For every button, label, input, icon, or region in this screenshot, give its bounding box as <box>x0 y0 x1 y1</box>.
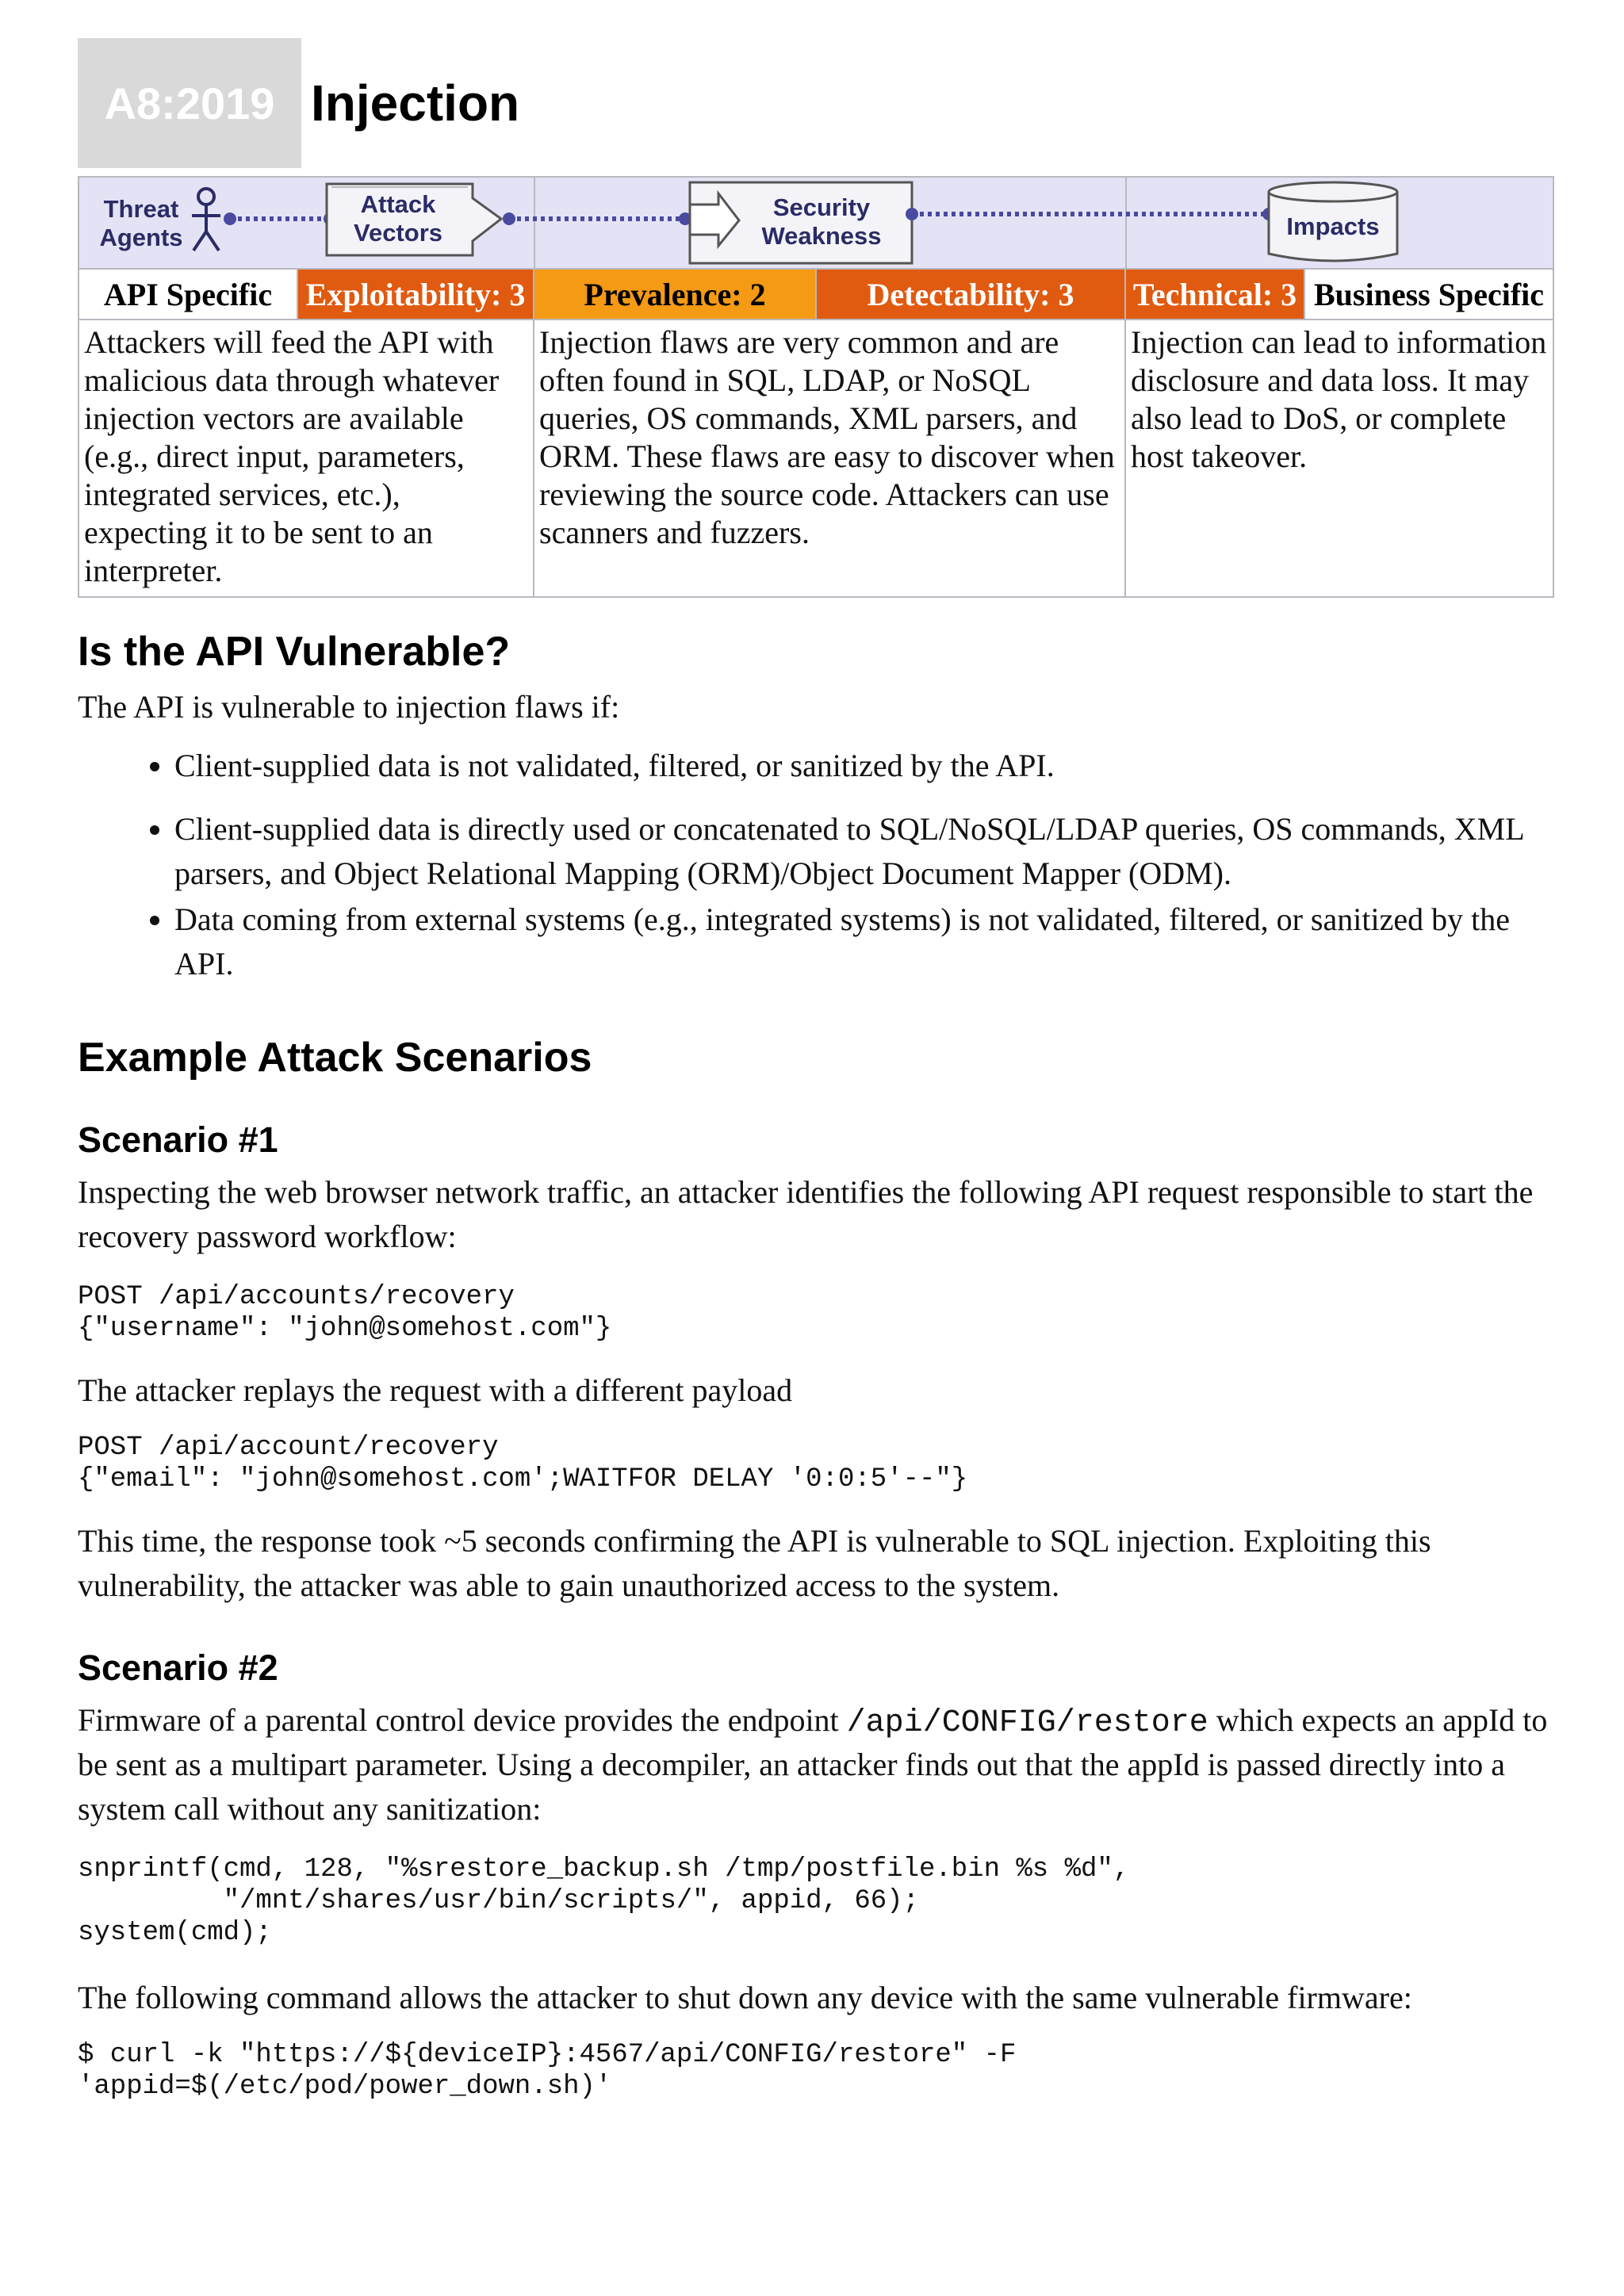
scenario-1-heading: Scenario #1 <box>78 1119 278 1160</box>
scenario-2-paragraph-2: The following command allows the attacker to shut down any device with the same vulnerable firmware: <box>78 1980 1412 2015</box>
weakness-description: Injection flaws are very common and are often found in SQL, LDAP, or NoSQL queries, OS commands, XML parsers, and ORM. These flaws are easy to discover when reviewing the source code. Attackers can use scanners and fuzzers. <box>534 320 1125 597</box>
threat-agents-label-1: Threat <box>103 195 179 223</box>
impact-description: Injection can lead to information disclosure and data loss. It may also lead to DoS, or complete host takeover. <box>1125 320 1553 597</box>
api-specific-cell: API Specific <box>79 269 297 320</box>
risk-flow-svg <box>79 178 1554 268</box>
list-item: • Data coming from external systems (e.g., integrated systems) is not validated, filtered, or sanitized by the API. <box>174 897 1553 986</box>
vulnerable-bullet-list <box>78 744 1553 986</box>
scenario-2-paragraph-1 <box>78 1698 1553 1831</box>
business-specific-cell: Business Specific <box>1304 269 1553 320</box>
scenario-1-paragraph-1: Inspecting the web browser network traffic, an attacker identifies the following API request responsible to start the recovery password workflow: <box>78 1174 1534 1254</box>
attack-vectors-label-1: Attack <box>360 190 436 218</box>
threat-agents-label-2: Agents <box>99 224 183 251</box>
risk-rating-table <box>78 176 1554 598</box>
scenario-2-code-2: $ curl -k "https://${deviceIP}:4567/api/CONFIG/restore" -F 'appid=$(/etc/pod/power_down.sh)' <box>78 2040 1017 2102</box>
scenario-2-code-1: snprintf(cmd, 128, "%srestore_backup.sh /tmp/postfile.bin %s %d", "/mnt/shares/usr/bin/scripts/", appid, 66); system(cmd); <box>78 1854 1130 1948</box>
list-item: • Client-supplied data is directly used or concatenated to SQL/NoSQL/LDAP queries, OS commands, XML parsers, and Object Relational Mapping (ORM)/Object Document Mapper (ODM). <box>174 807 1553 896</box>
vulnerable-intro: The API is vulnerable to injection flaws if: <box>78 689 620 725</box>
list-item: • Client-supplied data is not validated, filtered, or sanitized by the API. <box>174 744 1553 788</box>
risk-badge: A8:2019 <box>78 38 301 168</box>
risk-flow-diagram <box>79 177 1553 269</box>
scenario-1-paragraph-3: This time, the response took ~5 seconds confirming the API is vulnerable to SQL injection. Exploiting this vulnerability, the attacker was able to gain unauthorized access to the system. <box>78 1523 1431 1603</box>
scenario-1-code-2: POST /api/account/recovery {"email": "john@somehost.com';WAITFOR DELAY '0:0:5'--"} <box>78 1433 968 1494</box>
technical-cell: Technical: 3 <box>1125 269 1304 320</box>
document-page <box>78 38 1553 2103</box>
title-row <box>78 38 1553 168</box>
threat-description: Attackers will feed the API with malicious data through whatever injection vectors are available (e.g., direct input, parameters, integrated services, etc.), expecting it to be sent to an interpreter. <box>79 320 534 597</box>
scenario-1-code-1: POST /api/accounts/recovery {"username": "john@somehost.com"} <box>78 1282 612 1344</box>
vulnerable-heading: Is the API Vulnerable? <box>78 629 511 675</box>
scenarios-heading: Example Attack Scenarios <box>78 1035 592 1081</box>
detectability-cell: Detectability: 3 <box>816 269 1125 320</box>
flow-connector-1 <box>224 212 336 225</box>
scenario-2-text-before: Firmware of a parental control device provides the endpoint <box>78 1702 847 1738</box>
prevalence-cell: Prevalence: 2 <box>534 269 816 320</box>
scenario-2-heading: Scenario #2 <box>78 1647 278 1688</box>
attack-vectors-label-2: Vectors <box>353 219 443 247</box>
endpoint-inline-code: /api/CONFIG/restore <box>846 1705 1208 1741</box>
flow-connector-3 <box>906 208 1275 220</box>
page-title: Injection <box>311 75 520 132</box>
scenario-1-paragraph-2: The attacker replays the request with a different payload <box>78 1372 793 1408</box>
security-weakness-label-1: Security <box>772 193 871 221</box>
threat-agent-person-icon <box>192 189 220 251</box>
security-weakness-label-2: Weakness <box>761 222 882 250</box>
scenario-2-text-after: which expects an appId to be sent as a multipart parameter. Using a decompiler, an attacker finds out that the appId is passed directly into a system call without any sanitization: <box>78 1702 1548 1827</box>
flow-connector-2 <box>503 212 691 225</box>
exploitability-cell: Exploitability: 3 <box>297 269 534 320</box>
impacts-label: Impacts <box>1286 212 1380 240</box>
